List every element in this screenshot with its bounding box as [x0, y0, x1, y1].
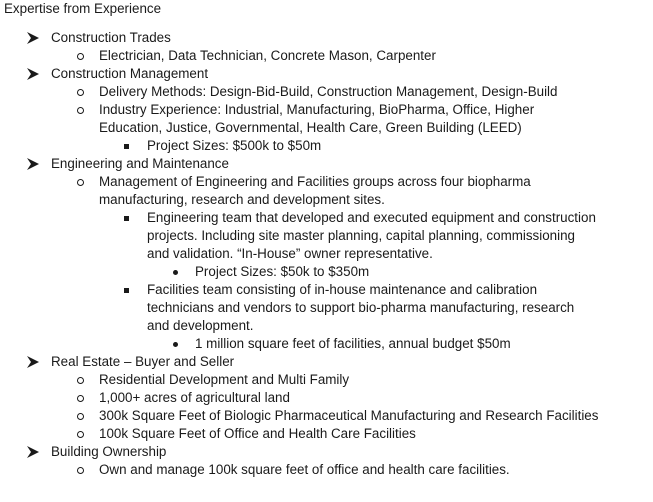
dot-bullet-icon: [173, 270, 178, 275]
arrow-bullet-icon: [26, 445, 40, 459]
section-heading-real-estate: Real Estate – Buyer and Seller: [51, 354, 235, 369]
circle-bullet-icon: [77, 89, 84, 96]
circle-bullet-icon: [77, 431, 84, 438]
list-item: 300k Square Feet of Biologic Pharmaceutical Manufacturing and Research Facilities: [99, 408, 599, 423]
list-item: Own and manage 100k square feet of office and health care facilities.: [99, 462, 510, 477]
section-heading-engineering-maintenance: Engineering and Maintenance: [51, 156, 229, 171]
arrow-bullet-icon: [26, 157, 40, 171]
list-item-continuation: manufacturing, research and development sites.: [99, 192, 385, 207]
section-heading-building-ownership: Building Ownership: [51, 444, 167, 459]
list-subitem-continuation: and development.: [147, 318, 254, 333]
section-heading-construction-trades: Construction Trades: [51, 30, 171, 45]
dot-bullet-icon: [173, 342, 178, 347]
list-item: 100k Square Feet of Office and Health Care Facilities: [99, 426, 416, 441]
circle-bullet-icon: [77, 467, 84, 474]
section-heading-construction-management: Construction Management: [51, 66, 209, 81]
list-subitem: Facilities team consisting of in-house maintenance and calibration: [147, 282, 538, 297]
list-subitem-continuation: technicians and vendors to support bio-pharma manufacturing, research: [147, 300, 575, 315]
list-item: Delivery Methods: Design-Bid-Build, Construction Management, Design-Build: [99, 84, 558, 99]
circle-bullet-icon: [77, 107, 84, 114]
list-subitem-continuation: and validation. “In-House” owner representative.: [147, 246, 433, 261]
arrow-bullet-icon: [26, 67, 40, 81]
document-title: Expertise from Experience: [4, 1, 162, 16]
list-item: Electrician, Data Technician, Concrete Mason, Carpenter: [99, 48, 436, 63]
list-item: Residential Development and Multi Family: [99, 372, 350, 387]
arrow-bullet-icon: [26, 355, 40, 369]
circle-bullet-icon: [77, 395, 84, 402]
arrow-bullet-icon: [26, 31, 40, 45]
list-subsubitem: 1 million square feet of facilities, annual budget $50m: [195, 336, 511, 351]
circle-bullet-icon: [77, 413, 84, 420]
list-item: Management of Engineering and Facilities groups across four biopharma: [99, 174, 531, 189]
list-item: 1,000+ acres of agricultural land: [99, 390, 290, 405]
list-subitem: Project Sizes: $500k to $50m: [147, 138, 322, 153]
circle-bullet-icon: [77, 377, 84, 384]
circle-bullet-icon: [77, 179, 84, 186]
list-item: Industry Experience: Industrial, Manufacturing, BioPharma, Office, Higher: [99, 102, 535, 117]
list-subsubitem: Project Sizes: $50k to $350m: [195, 264, 370, 279]
list-subitem: Engineering team that developed and executed equipment and construction: [147, 210, 596, 225]
square-bullet-icon: [124, 144, 129, 149]
list-item-continuation: Education, Justice, Governmental, Health Care, Green Building (LEED): [99, 120, 522, 135]
list-subitem-continuation: projects. Including site master planning, capital planning, commissioning: [147, 228, 575, 243]
circle-bullet-icon: [77, 53, 84, 60]
square-bullet-icon: [124, 216, 129, 221]
square-bullet-icon: [124, 288, 129, 293]
